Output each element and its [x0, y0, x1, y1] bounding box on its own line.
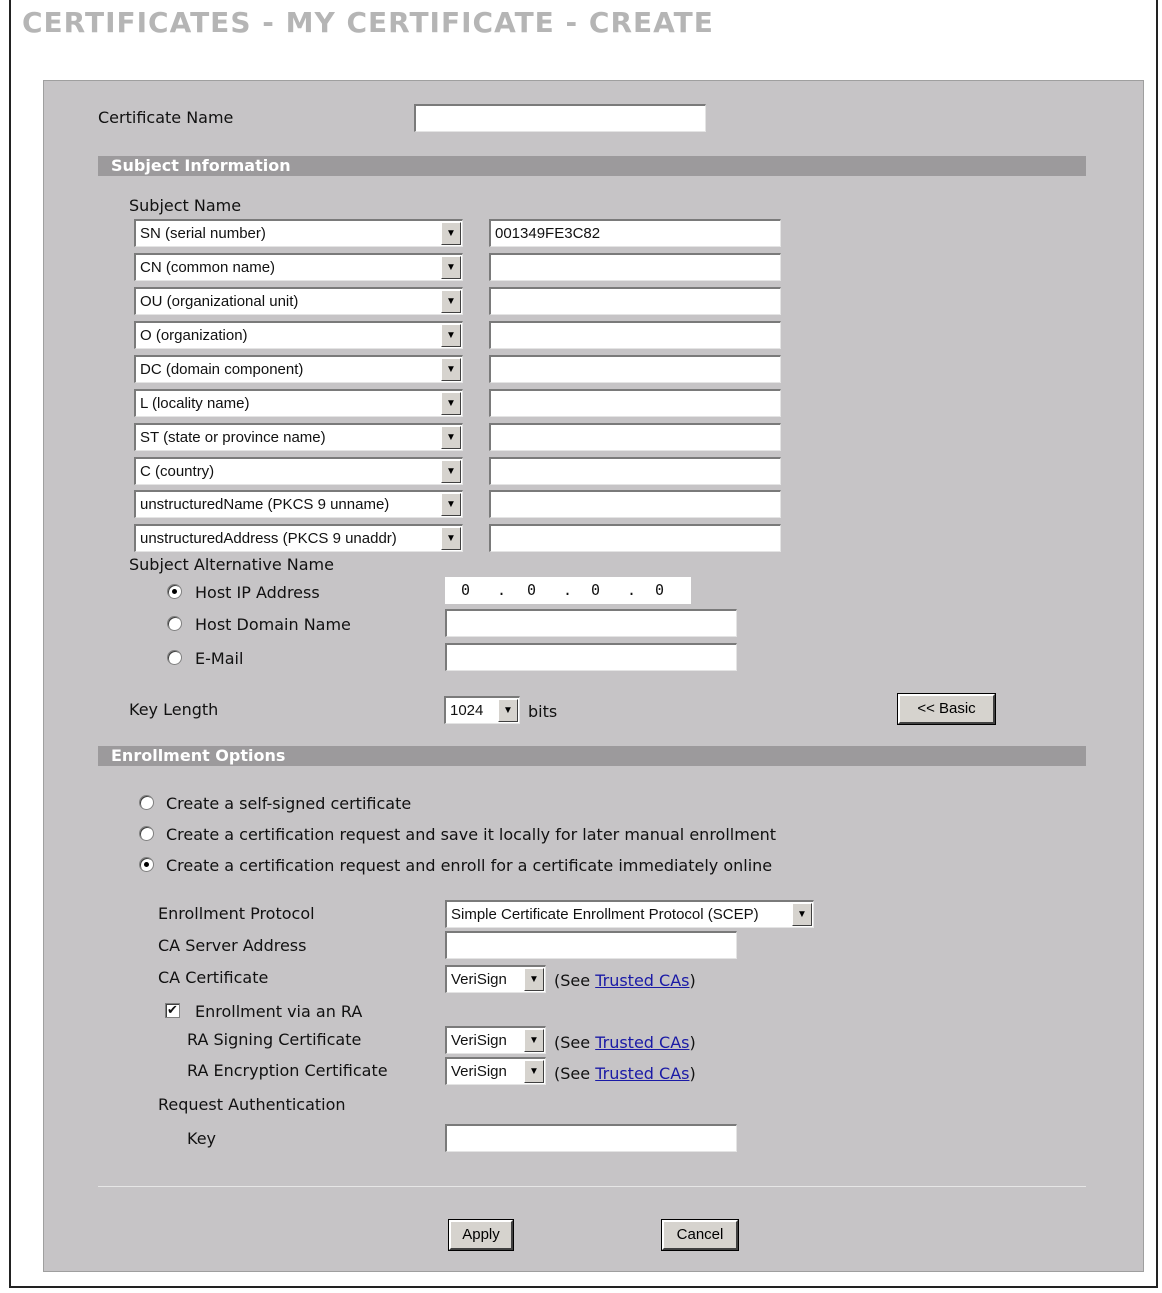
dropdown-arrow-icon: ▼	[441, 392, 461, 415]
host-ip-input[interactable]	[445, 577, 691, 604]
request-authentication-label: Request Authentication	[158, 1095, 346, 1114]
key-length-value: 1024	[450, 702, 484, 719]
key-length-label: Key Length	[129, 700, 219, 719]
subject-type-value: SN (serial number)	[140, 225, 266, 242]
cancel-button[interactable]: Cancel	[662, 1220, 738, 1250]
dropdown-arrow-icon: ▼	[524, 1060, 544, 1083]
email-label: E-Mail	[195, 649, 244, 668]
see-prefix: (See	[554, 1064, 591, 1083]
trusted-cas-link[interactable]: Trusted CAs	[595, 971, 690, 990]
dropdown-arrow-icon: ▼	[498, 699, 518, 722]
ca-certificate-see-note	[554, 971, 696, 990]
ca-server-label: CA Server Address	[158, 936, 307, 955]
subject-type-value: OU (organizational unit)	[140, 293, 299, 310]
ip-octet-1[interactable]: 0	[461, 581, 471, 599]
see-suffix: )	[689, 1033, 696, 1052]
save-locally-label: Create a certification request and save it locally for later manual enrollment	[166, 825, 777, 844]
enrollment-via-ra-checkbox[interactable]: ✔	[165, 1003, 180, 1018]
dropdown-arrow-icon: ▼	[441, 426, 461, 449]
dropdown-arrow-icon: ▼	[524, 968, 544, 991]
dropdown-arrow-icon: ▼	[441, 222, 461, 245]
subject-type-select[interactable]	[134, 219, 463, 247]
ip-dot: .	[627, 581, 637, 599]
subject-type-select[interactable]	[134, 321, 463, 349]
enrollment-protocol-select[interactable]	[445, 900, 814, 928]
host-ip-label: Host IP Address	[195, 583, 320, 602]
host-domain-input[interactable]	[445, 609, 737, 637]
subject-value-input[interactable]	[489, 490, 781, 518]
subject-name-label: Subject Name	[129, 196, 242, 215]
dropdown-arrow-icon: ▼	[441, 256, 461, 279]
enroll-online-label: Create a certification request and enroll for a certificate immediately online	[166, 856, 773, 875]
ca-certificate-select[interactable]	[445, 965, 546, 993]
subject-type-select[interactable]	[134, 355, 463, 383]
subject-type-select[interactable]	[134, 253, 463, 281]
ra-encryption-see-note	[554, 1064, 696, 1083]
enrollment-protocol-value: Simple Certificate Enrollment Protocol (SCEP)	[451, 906, 759, 923]
subject-type-select[interactable]	[134, 457, 463, 485]
ip-octet-4[interactable]: 0	[655, 581, 665, 599]
subject-value-input[interactable]	[489, 253, 781, 281]
page-title: CERTIFICATES - MY CERTIFICATE - CREATE	[22, 6, 714, 39]
ra-encryption-label: RA Encryption Certificate	[187, 1061, 388, 1080]
dropdown-arrow-icon: ▼	[441, 324, 461, 347]
subject-type-value: L (locality name)	[140, 395, 250, 412]
enrollment-protocol-label: Enrollment Protocol	[158, 904, 315, 923]
dropdown-arrow-icon: ▼	[792, 903, 812, 926]
enroll-online-radio[interactable]	[139, 857, 154, 872]
subject-value-input[interactable]	[489, 457, 781, 485]
ca-certificate-label: CA Certificate	[158, 968, 269, 987]
subject-alternative-name-label: Subject Alternative Name	[129, 555, 334, 574]
see-prefix: (See	[554, 971, 591, 990]
subject-value-input[interactable]	[489, 389, 781, 417]
subject-value-input[interactable]	[489, 321, 781, 349]
dropdown-arrow-icon: ▼	[441, 460, 461, 483]
see-suffix: )	[689, 1064, 696, 1083]
ca-certificate-value: VeriSign	[451, 971, 507, 988]
subject-type-select[interactable]	[134, 389, 463, 417]
enrollment-via-ra-label: Enrollment via an RA	[195, 1002, 363, 1021]
basic-button[interactable]: << Basic	[898, 694, 995, 724]
host-domain-radio[interactable]	[167, 616, 182, 631]
subject-type-value: C (country)	[140, 463, 215, 480]
see-suffix: )	[689, 971, 696, 990]
ra-encryption-select[interactable]	[445, 1057, 546, 1085]
certificate-name-label: Certificate Name	[98, 108, 234, 127]
email-input[interactable]	[445, 643, 737, 671]
subject-type-select[interactable]	[134, 287, 463, 315]
ca-server-input[interactable]	[445, 931, 737, 959]
subject-type-value: ST (state or province name)	[140, 429, 326, 446]
see-prefix: (See	[554, 1033, 591, 1052]
ra-signing-value: VeriSign	[451, 1032, 507, 1049]
ra-signing-select[interactable]	[445, 1026, 546, 1054]
ip-dot: .	[497, 581, 507, 599]
host-domain-label: Host Domain Name	[195, 615, 351, 634]
subject-type-value: unstructuredName (PKCS 9 unname)	[140, 496, 390, 513]
dropdown-arrow-icon: ▼	[441, 290, 461, 313]
subject-type-select[interactable]	[134, 524, 463, 552]
trusted-cas-link[interactable]: Trusted CAs	[595, 1064, 690, 1083]
ip-octet-3[interactable]: 0	[591, 581, 601, 599]
dropdown-arrow-icon: ▼	[441, 493, 461, 516]
save-locally-radio[interactable]	[139, 826, 154, 841]
ra-signing-see-note	[554, 1033, 696, 1052]
subject-value-input[interactable]	[489, 524, 781, 552]
subject-value-input[interactable]: 001349FE3C82	[489, 219, 781, 247]
key-label: Key	[187, 1129, 217, 1148]
key-input[interactable]	[445, 1124, 737, 1152]
divider	[98, 1186, 1086, 1187]
subject-type-value: O (organization)	[140, 327, 248, 344]
dropdown-arrow-icon: ▼	[441, 527, 461, 550]
subject-value-input[interactable]	[489, 423, 781, 451]
subject-type-value: DC (domain component)	[140, 361, 304, 378]
subject-type-select[interactable]	[134, 423, 463, 451]
subject-value-input[interactable]	[489, 355, 781, 383]
host-ip-radio[interactable]	[167, 584, 182, 599]
ra-encryption-value: VeriSign	[451, 1063, 507, 1080]
ra-signing-label: RA Signing Certificate	[187, 1030, 362, 1049]
dropdown-arrow-icon: ▼	[524, 1029, 544, 1052]
self-signed-label: Create a self-signed certificate	[166, 794, 412, 813]
subject-value-input[interactable]	[489, 287, 781, 315]
self-signed-radio[interactable]	[139, 795, 154, 810]
subject-type-value: CN (common name)	[140, 259, 276, 276]
trusted-cas-link[interactable]: Trusted CAs	[595, 1033, 690, 1052]
subject-type-value: unstructuredAddress (PKCS 9 unaddr)	[140, 530, 397, 547]
key-length-select[interactable]	[444, 696, 520, 724]
dropdown-arrow-icon: ▼	[441, 358, 461, 381]
subject-type-select[interactable]	[134, 490, 463, 518]
apply-button[interactable]: Apply	[449, 1220, 513, 1250]
key-length-unit: bits	[528, 702, 558, 721]
email-radio[interactable]	[167, 650, 182, 665]
ip-octet-2[interactable]: 0	[527, 581, 537, 599]
subject-information-header: Subject Information	[98, 156, 1086, 176]
enrollment-options-header: Enrollment Options	[98, 746, 1086, 766]
certificate-name-input[interactable]	[414, 104, 706, 132]
ip-dot: .	[563, 581, 573, 599]
